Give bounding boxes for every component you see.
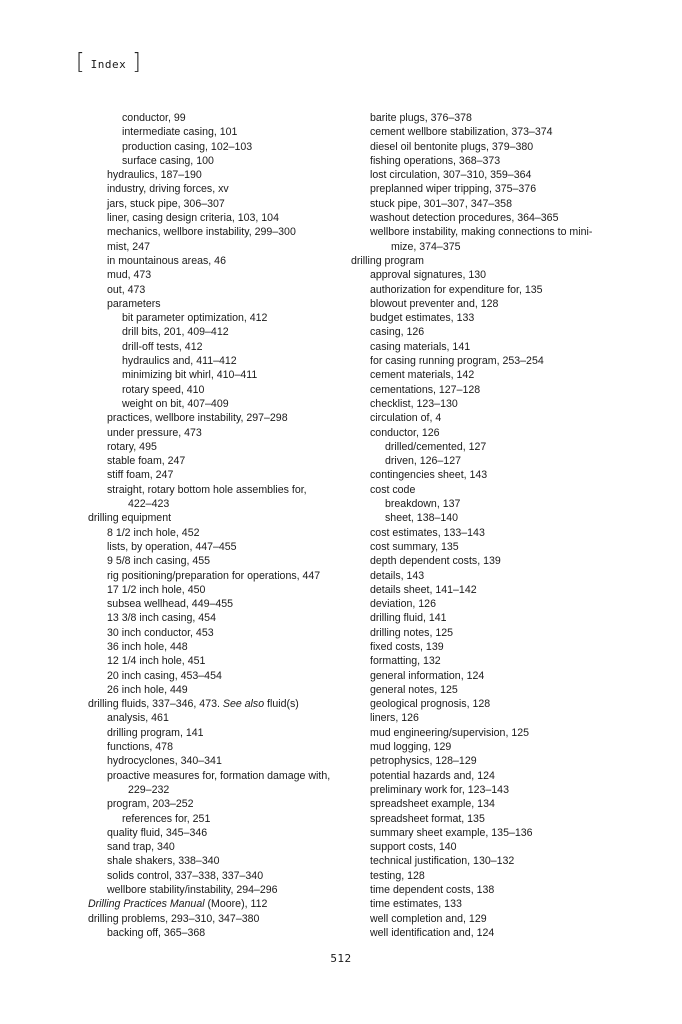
index-entry <box>88 325 340 339</box>
index-entry <box>88 912 340 926</box>
index-entry <box>351 769 601 783</box>
index-entry <box>351 397 601 411</box>
index-entry-text: budget estimates, 133 <box>370 312 475 325</box>
index-entry-text: production casing, 102–103 <box>122 140 253 153</box>
index-entry <box>351 540 601 554</box>
index-entry <box>88 426 340 440</box>
index-entry <box>351 754 601 768</box>
index-entry-text: drilled/cemented, 127 <box>385 440 487 453</box>
index-entry-text: summary sheet example, 135–136 <box>370 826 533 839</box>
index-entry <box>351 268 601 282</box>
index-entry-text: drilling fluid, 141 <box>370 612 447 625</box>
index-entry <box>351 182 601 196</box>
index-entry-text: mechanics, wellbore instability, 299–300 <box>107 226 296 239</box>
running-header <box>76 51 141 75</box>
index-entry-text: potential hazards and, 124 <box>370 769 495 782</box>
index-entry-text: 30 inch conductor, 453 <box>107 626 214 639</box>
index-entry <box>88 540 340 554</box>
index-entry <box>351 254 601 268</box>
index-entry-text: contingencies sheet, 143 <box>370 469 488 482</box>
index-entry <box>88 311 340 325</box>
index-entry-text: conductor, 99 <box>122 112 186 124</box>
index-entry-text: proactive measures for, formation damage with, <box>107 769 331 782</box>
index-entry-text: wellbore stability/instability, 294–296 <box>107 884 278 897</box>
index-entry <box>88 854 340 868</box>
index-entry <box>351 840 601 854</box>
index-entry <box>351 711 601 725</box>
index-entry <box>88 797 340 811</box>
index-entry <box>88 511 340 525</box>
index-entry <box>88 754 340 768</box>
index-entry <box>351 454 601 468</box>
index-entry-text: quality fluid, 345–346 <box>107 826 208 839</box>
index-entry-text: under pressure, 473 <box>107 426 202 439</box>
index-entry-text: diesel oil bentonite plugs, 379–380 <box>370 140 534 153</box>
index-entry-text: industry, driving forces, xv <box>107 183 229 196</box>
index-entry-text: jars, stuck pipe, 306–307 <box>107 197 225 210</box>
index-entry-text: for casing running program, 253–254 <box>370 355 544 368</box>
index-entry-text: 36 inch hole, 448 <box>107 640 188 653</box>
index-entry-text: cementations, 127–128 <box>370 383 481 396</box>
index-entry <box>88 740 340 754</box>
index-entry <box>351 497 601 511</box>
index-entry-text: 12 1/4 inch hole, 451 <box>107 655 206 668</box>
index-entry <box>351 211 601 225</box>
index-entry-text: time dependent costs, 138 <box>370 884 495 897</box>
index-entry-text: petrophysics, 128–129 <box>370 755 477 768</box>
index-entry <box>351 683 601 697</box>
index-entry-text: geological prognosis, 128 <box>370 698 491 711</box>
index-entry-text: cost estimates, 133–143 <box>370 526 485 539</box>
index-entry-text: parameters <box>107 297 161 310</box>
index-entry-text: cement materials, 142 <box>370 369 475 382</box>
index-entry <box>351 368 601 382</box>
index-entry <box>88 283 340 297</box>
index-entry-text: time estimates, 133 <box>370 898 462 911</box>
index-entry-text: bit parameter optimization, 412 <box>122 312 268 325</box>
index-entry-text: details, 143 <box>370 569 425 582</box>
index-entry <box>88 168 340 182</box>
index-entry <box>351 240 601 254</box>
index-entry <box>351 511 601 525</box>
index-entry-text: checklist, 123–130 <box>370 397 458 410</box>
index-entry-text: well completion and, 129 <box>370 912 487 925</box>
index-entry-text: 422–423 <box>128 498 170 511</box>
index-entry <box>351 483 601 497</box>
index-entry <box>88 125 340 139</box>
index-entry-text: barite plugs, 376–378 <box>370 112 472 124</box>
index-entry-text: 9 5/8 inch casing, 455 <box>107 555 211 568</box>
index-entry <box>88 454 340 468</box>
index-entry-text: practices, wellbore instability, 297–298 <box>107 412 288 425</box>
index-entry-text: breakdown, 137 <box>385 498 461 511</box>
index-entry <box>88 411 340 425</box>
index-entry <box>351 783 601 797</box>
index-entry-text: cost code <box>370 483 416 496</box>
index-entry <box>88 368 340 382</box>
index-entry <box>351 111 601 125</box>
index-entry-text: driven, 126–127 <box>385 455 461 468</box>
index-entry-text: out, 473 <box>107 283 146 296</box>
index-entry <box>351 311 601 325</box>
index-entry-text: washout detection procedures, 364–365 <box>370 212 559 225</box>
index-entry <box>88 611 340 625</box>
index-entry <box>88 883 340 897</box>
index-entry-text: drill bits, 201, 409–412 <box>122 326 229 339</box>
index-entry-text: drilling equipment <box>88 512 172 525</box>
index-entry-text: sheet, 138–140 <box>385 512 459 525</box>
index-entry <box>351 669 601 683</box>
index-entry-text: program, 203–252 <box>107 798 194 811</box>
index-entry-text: mud logging, 129 <box>370 741 452 754</box>
index-entry <box>88 640 340 654</box>
index-entry-text: spreadsheet example, 134 <box>370 798 495 811</box>
index-entry-text: wellbore instability, making connections to mini- <box>370 226 593 239</box>
index-entry-text: formatting, 132 <box>370 655 441 668</box>
index-entry-text: liner, casing design criteria, 103, 104 <box>107 212 279 225</box>
index-entry-text: references for, 251 <box>122 812 211 825</box>
index-entry-text: hydraulics and, 411–412 <box>122 355 237 368</box>
index-entry-text: 26 inch hole, 449 <box>107 683 188 696</box>
index-entry <box>88 483 340 497</box>
index-entry-text: lost circulation, 307–310, 359–364 <box>370 169 532 182</box>
index-entry <box>88 926 340 940</box>
index-entry-text: drilling program <box>351 254 425 267</box>
index-entry <box>88 697 340 711</box>
index-entry <box>88 397 340 411</box>
see-also-label: See also <box>222 698 265 711</box>
index-entry-text: fixed costs, 139 <box>370 640 444 653</box>
index-entry-text: conductor, 126 <box>370 426 440 439</box>
index-entry-text: mize, 374–375 <box>391 240 461 253</box>
index-entry-text: stuck pipe, 301–307, 347–358 <box>370 197 512 210</box>
index-entry <box>351 583 601 597</box>
index-entry <box>88 468 340 482</box>
index-entry <box>88 812 340 826</box>
index-entry-text: drill-off tests, 412 <box>122 340 203 353</box>
index-entry-text: authorization for expenditure for, 135 <box>370 283 543 296</box>
index-entry <box>88 840 340 854</box>
index-entry <box>88 111 340 125</box>
index-entry <box>88 254 340 268</box>
index-entry <box>88 526 340 540</box>
index-entry <box>351 797 601 811</box>
index-entry <box>88 669 340 683</box>
index-entry-text: surface casing, 100 <box>122 154 214 167</box>
index-entry-text: mud engineering/supervision, 125 <box>370 726 530 739</box>
index-entry-text: shale shakers, 338–340 <box>107 855 220 868</box>
index-entry-text: functions, 478 <box>107 741 173 754</box>
index-entry-text: general information, 124 <box>370 669 485 682</box>
index-entry <box>88 140 340 154</box>
index-entry-text: hydraulics, 187–190 <box>107 169 202 182</box>
index-entry-text: lists, by operation, 447–455 <box>107 540 237 553</box>
index-entry-text: subsea wellhead, 449–455 <box>107 598 234 611</box>
index-entry <box>351 654 601 668</box>
index-entry <box>88 654 340 668</box>
see-also-target: fluid(s) <box>264 698 299 711</box>
index-entry-text: drilling problems, 293–310, 347–380 <box>88 912 260 925</box>
index-entry-text: blowout preventer and, 128 <box>370 297 499 310</box>
index-entry <box>88 783 340 797</box>
index-entry-text: liners, 126 <box>370 712 419 725</box>
index-entry-text: fishing operations, 368–373 <box>370 154 501 167</box>
index-entry <box>351 883 601 897</box>
index-entry <box>88 826 340 840</box>
index-entry <box>351 554 601 568</box>
index-entry-text: drilling notes, 125 <box>370 626 454 639</box>
index-entry <box>88 497 340 511</box>
index-entry <box>88 869 340 883</box>
index-entry-text: well identification and, 124 <box>370 926 495 939</box>
index-entry <box>351 297 601 311</box>
index-entry <box>88 225 340 239</box>
index-entry <box>351 283 601 297</box>
index-entry-text: drilling fluids, 337–346, 473. <box>88 698 223 711</box>
index-entry-text: (Moore), 112 <box>204 898 268 911</box>
index-entry-text: in mountainous areas, 46 <box>107 254 226 267</box>
index-entry-text: circulation of, 4 <box>370 412 442 425</box>
index-entry-text: analysis, 461 <box>107 712 169 725</box>
index-entry <box>351 154 601 168</box>
index-entry <box>88 354 340 368</box>
index-entry <box>88 440 340 454</box>
index-entry <box>88 297 340 311</box>
index-entry-text: 17 1/2 inch hole, 450 <box>107 583 206 596</box>
index-entry <box>88 211 340 225</box>
index-entry-text: depth dependent costs, 139 <box>370 555 501 568</box>
index-entry <box>351 611 601 625</box>
index-entry <box>351 440 601 454</box>
index-entry-text: support costs, 140 <box>370 841 457 854</box>
header-title: Index <box>90 57 127 71</box>
index-entry-text: 13 3/8 inch casing, 454 <box>107 612 216 625</box>
index-column-right <box>351 111 601 940</box>
index-entry <box>88 583 340 597</box>
index-entry <box>351 411 601 425</box>
book-title: Drilling Practices Manual <box>88 898 205 911</box>
index-entry <box>351 140 601 154</box>
index-entry <box>351 569 601 583</box>
index-entry-text: preliminary work for, 123–143 <box>370 783 509 796</box>
index-entry-text: mist, 247 <box>107 240 150 253</box>
index-entry <box>88 626 340 640</box>
index-entry <box>351 912 601 926</box>
index-entry <box>351 125 601 139</box>
index-entry-text: technical justification, 130–132 <box>370 855 515 868</box>
index-entry-text: 229–232 <box>128 783 170 796</box>
index-entry <box>351 197 601 211</box>
index-entry-text: weight on bit, 407–409 <box>122 397 229 410</box>
index-entry-text: sand trap, 340 <box>107 841 175 854</box>
index-entry-text: stiff foam, 247 <box>107 469 174 482</box>
index-entry-text: 8 1/2 inch hole, 452 <box>107 526 200 539</box>
index-entry <box>88 597 340 611</box>
index-entry-text: deviation, 126 <box>370 598 436 611</box>
index-entry <box>351 697 601 711</box>
index-entry <box>351 426 601 440</box>
index-entry <box>351 926 601 940</box>
index-entry <box>88 683 340 697</box>
index-entry <box>88 340 340 354</box>
index-entry-text: mud, 473 <box>107 269 152 282</box>
index-entry <box>88 711 340 725</box>
index-entry <box>351 325 601 339</box>
index-entry-text: backing off, 365–368 <box>107 926 206 939</box>
index-entry <box>351 812 601 826</box>
index-entry <box>351 826 601 840</box>
index-entry <box>351 626 601 640</box>
index-entry <box>351 597 601 611</box>
index-entry-text: hydrocyclones, 340–341 <box>107 755 222 768</box>
index-entry-text: testing, 128 <box>370 869 425 882</box>
index-entry-text: details sheet, 141–142 <box>370 583 477 596</box>
index-column-left <box>88 111 340 940</box>
index-entry <box>351 854 601 868</box>
index-entry-text: general notes, 125 <box>370 683 458 696</box>
index-entry <box>351 383 601 397</box>
index-entry <box>351 740 601 754</box>
index-entry <box>88 554 340 568</box>
index-entry <box>351 354 601 368</box>
page-number: 512 <box>330 952 352 965</box>
index-entry <box>351 526 601 540</box>
index-entry <box>88 197 340 211</box>
index-entry-text: 20 inch casing, 453–454 <box>107 669 222 682</box>
index-entry-text: straight, rotary bottom hole assemblies for, <box>107 483 307 496</box>
index-entry <box>88 268 340 282</box>
index-entry-text: rotary speed, 410 <box>122 383 205 396</box>
index-entry <box>88 383 340 397</box>
index-entry-text: drilling program, 141 <box>107 726 204 739</box>
index-entry <box>88 769 340 783</box>
index-entry-text: spreadsheet format, 135 <box>370 812 485 825</box>
index-entry <box>351 869 601 883</box>
index-entry-text: intermediate casing, 101 <box>122 126 238 139</box>
index-entry-text: cost summary, 135 <box>370 540 459 553</box>
index-entry-text: approval signatures, 130 <box>370 269 487 282</box>
index-entry <box>351 468 601 482</box>
index-entry-text: casing materials, 141 <box>370 340 471 353</box>
left-bracket: [ <box>76 50 85 75</box>
index-entry <box>88 726 340 740</box>
index-entry <box>351 726 601 740</box>
index-entry-text: minimizing bit whirl, 410–411 <box>122 369 258 382</box>
index-entry <box>88 154 340 168</box>
index-entry <box>88 897 340 911</box>
index-entry-text: stable foam, 247 <box>107 455 186 468</box>
index-entry-text: preplanned wiper tripping, 375–376 <box>370 183 537 196</box>
index-entry-text: rig positioning/preparation for operations, 447 <box>107 569 321 582</box>
index-entry <box>88 182 340 196</box>
index-entry <box>88 240 340 254</box>
index-entry <box>351 897 601 911</box>
index-entry <box>351 340 601 354</box>
index-entry-text: cement wellbore stabilization, 373–374 <box>370 126 553 139</box>
index-entry-text: solids control, 337–338, 337–340 <box>107 869 264 882</box>
right-bracket: ] <box>132 50 141 75</box>
index-entry-text: rotary, 495 <box>107 440 157 453</box>
index-entry <box>88 569 340 583</box>
index-entry <box>351 225 601 239</box>
index-entry-text: casing, 126 <box>370 326 425 339</box>
index-entry <box>351 168 601 182</box>
index-entry <box>351 640 601 654</box>
